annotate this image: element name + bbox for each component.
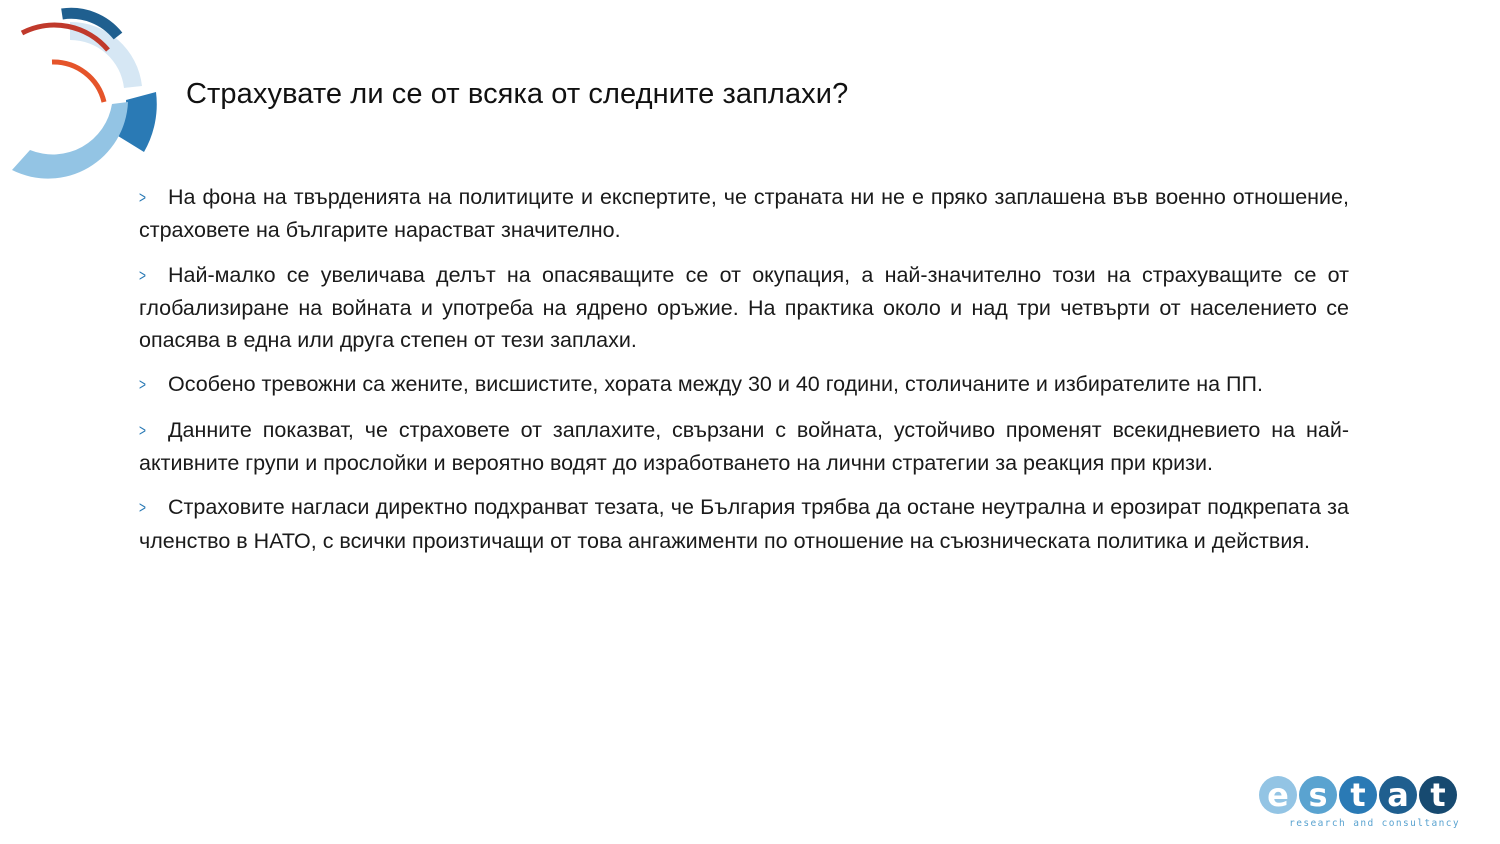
chevron-right-icon: >	[139, 498, 146, 518]
bullet-text: Страховите нагласи директно подхранват тезата, че България трябва да остане неутрална и ерозират подкрепата за членство в НАТО, с всички произтичащи от това ангажименти по отношение на съюзническата политика и действия.	[139, 495, 1349, 553]
chevron-right-icon: >	[139, 188, 146, 207]
bullet-item	[139, 181, 1349, 247]
page-title: Страхувате ли се от всяка от следните заплахи?	[186, 78, 849, 110]
brand-letter: e	[1267, 776, 1289, 814]
bullet-item	[139, 414, 1349, 480]
bullet-list	[139, 181, 1349, 569]
brand-letter: t	[1430, 776, 1446, 814]
brand-letter: t	[1350, 776, 1366, 814]
chevron-right-icon: >	[139, 420, 146, 440]
brand-letter: s	[1308, 776, 1328, 814]
bullet-text: Особено тревожни са жените, висшистите, хората между 30 и 40 години, столичаните и избирателите на ПП.	[168, 372, 1263, 397]
bullet-text: Най-малко се увеличава делът на опасяващите се от окупация, а най-значително този на страхуващите се от глобализиране на войната и употреба на ядрено оръжие. На практика около и над три четвърти от населението се опасява в една или друга степен от тези заплахи.	[139, 262, 1349, 353]
bullet-item	[139, 259, 1349, 357]
brand-letter: a	[1387, 776, 1409, 814]
bullet-item	[139, 491, 1349, 557]
bullet-item	[139, 368, 1349, 401]
bullet-text: Данните показват, че страховете от заплахите, свързани с войната, устойчиво променят всекидневието на най-активните групи и прослойки и вероятно водят до изработването на лични стратегии за реакция при кризи.	[139, 417, 1349, 476]
corner-arc-logo	[0, 0, 170, 200]
chevron-right-icon: >	[139, 265, 146, 285]
brand-tagline: research and consultancy	[1289, 818, 1460, 829]
estat-wordmark	[1256, 770, 1476, 818]
estat-brand-logo	[1256, 770, 1476, 834]
chevron-right-icon: >	[139, 375, 146, 395]
bullet-text: На фона на твърденията на политиците и експертите, че страната ни не е пряко заплашена във военно отношение, страховете на българите нарастват значително.	[139, 185, 1349, 243]
